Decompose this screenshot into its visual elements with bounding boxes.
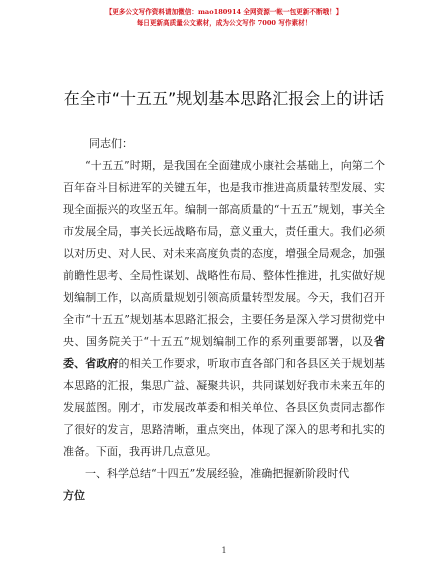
- section-heading: [63, 463, 385, 507]
- promo-banner: [0, 7, 448, 29]
- salutation: 同志们：: [89, 137, 133, 150]
- document-body: [63, 133, 385, 507]
- paragraph-text: “十五五”时期，是我国在全面建成小康社会基础上，向第二个百年奋斗目标进军的关键五年，也是我市推进高质量转型发展、实现全面振兴的攻坚五年。编制一部高质量的“十五五”规划，事关全市发展全局，事关长远战略布局，意义重大，责任重大。我们必须以对历史、对人民、对未来高度负责的态度，增强全局观念，加强前瞻性思考、全局性谋划、战略性布局、整体性推进，扎实做好规划编制工作，以高质量规划引领高质量转型发展。今天，我们召开全市“十五五”规划基本思路汇报会，主要任务是深入学习贯彻党中央、国务院关于“十五五”规划编制工作的系列重要部署，以及: [63, 159, 385, 348]
- promo-banner-line-1: 【更多公文写作资料请加微信：mao180914 全网资源一帐一包更新不断哦！】: [105, 8, 343, 16]
- document-title: 在全市“十五五”规划基本思路汇报会上的讲话: [63, 89, 385, 108]
- section-heading-text: 一、科学总结“十四五”发展经验，准确把握新阶段时代: [85, 467, 350, 480]
- paragraph-text-continued: 的相关工作要求，听取市直各部门和各县区关于规划基本思路的汇报，集思广益、凝聚共识，共同谋划好我市未来五年的发展蓝图。刚才，市发展改革委和相关单位、各县区负责同志都作了很好的发言，思路清晰，重点突出，体现了深入的思考和扎实的准备。下面，我再讲几点意见。: [63, 357, 386, 458]
- page-number: 1: [221, 546, 227, 555]
- promo-banner-line-2: 每日更新高质量公文素材，成为公文写作 7000 写作素材！: [136, 19, 312, 27]
- paragraph: [63, 155, 385, 463]
- section-heading-bold-text: 方位: [63, 489, 85, 502]
- paragraph-bold-text: 省委、省政府: [63, 335, 385, 370]
